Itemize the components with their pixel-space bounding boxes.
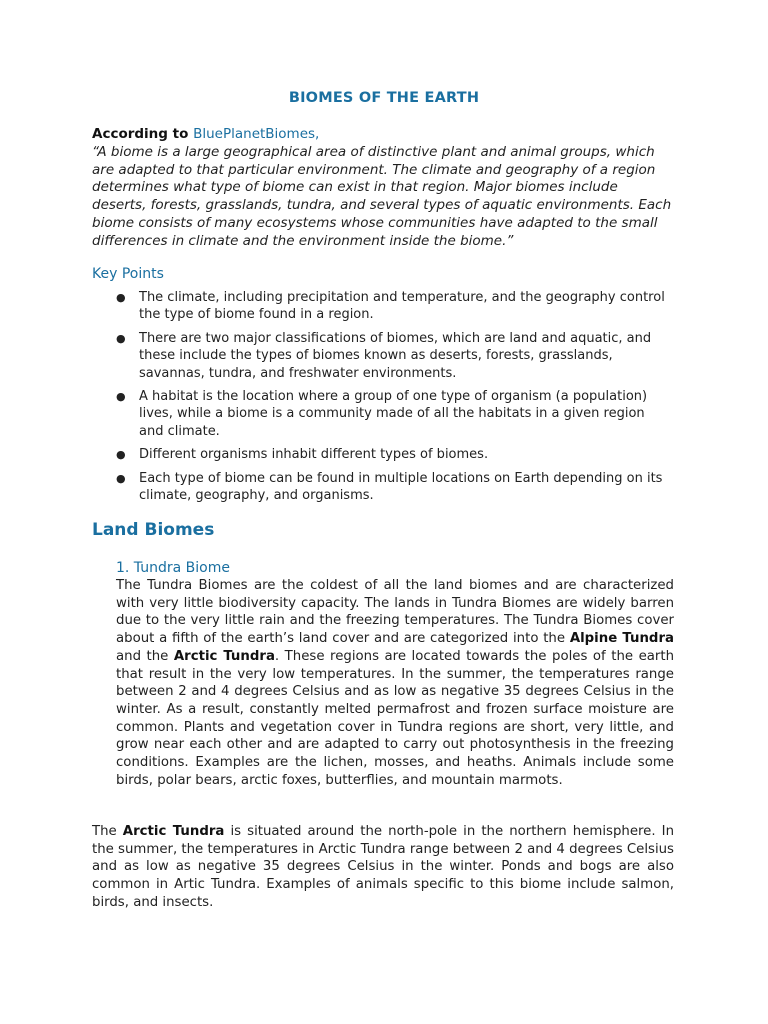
alpine-tundra-term: Alpine Tundra [569,631,674,647]
bullet-icon: ● [116,291,126,304]
key-points-list [92,289,676,510]
list-item [92,446,676,463]
bullet-icon: ● [116,448,126,462]
list-item [92,330,676,382]
arctic-text-b: is situated around the north-pole in the northern hemisphere. In the summer, the temperatures in Arctic Tundra range between 2 and 4 degrees Celsius and as low as negative 35 degrees Celsius in the winter. Ponds and bogs are also common in Artic Tundra. Examples of animals specific to this biome include salmon, birds, and insects. [92,824,674,910]
tundra-text-b: and the [116,648,174,664]
tundra-text-a: The Tundra Biomes are the coldest of all the land biomes and are characterized with very little biodiversity capacity. The lands in Tundra Biomes are widely barren due to the very little rain and the freezing temperatures. The Tundra Biomes cover about a fifth of the earth’s land cover and are categorized into the [116,578,674,647]
list-item [92,289,676,324]
tundra-biome-heading: 1. Tundra Biome [116,560,230,576]
list-item-text: The climate, including precipitation and temperature, and the geography control the type of biome found in a region. [139,290,665,323]
intro-lead: According to [92,126,194,142]
list-item [92,470,676,505]
page-title: BIOMES OF THE EARTH [288,90,480,106]
bullet-icon: ● [116,390,126,404]
list-item-text: Different organisms inhabit different types of biomes. [139,447,489,463]
arctic-tundra-term-2: Arctic Tundra [122,824,225,839]
list-item-text: A habitat is the location where a group of one type of organism (a population) lives, while a biome is a community made of all the habitats in a given region and climate. [139,389,648,439]
tundra-description [116,577,674,789]
bullet-icon: ● [116,471,126,485]
arctic-tundra-description [92,823,674,912]
bullet-icon: ● [116,331,126,345]
list-item-text: There are two major classifications of biomes, which are land and aquatic, and these include the types of biomes known as deserts, forests, grasslands, savannas, tundra, and freshwater environments. [139,330,652,381]
intro-section [92,126,676,251]
list-item-text: Each type of biome can be found in multiple locations on Earth depending on its climate, geography, and organisms. [139,470,663,504]
arctic-text-a: The [92,824,123,839]
tundra-text-c: . These regions are located towards the poles of the earth that result in the very low temperatures. In the summer, the temperatures range between 2 and 4 degrees Celsius and as low as negative 35 degrees Celsius in the winter. As a result, constantly melted permafrost and frozen surface moisture are common. Plants and vegetation cover in Tundra regions are short, very little, and grow near each other and are adapted to carry out photosynthesis in the freezing conditions. Examples are the lichen, mosses, and heaths. Animals include some birds, polar bears, arctic foxes, butterflies, and mountain marmots. [116,648,675,788]
list-item [92,388,676,440]
land-biomes-heading: Land Biomes [92,520,215,540]
arctic-tundra-term: Arctic Tundra [173,648,275,664]
source-link[interactable]: BluePlanetBiomes, [193,126,320,142]
key-points-heading: Key Points [92,266,164,282]
biome-definition-quote: “A biome is a large geographical area of distinctive plant and animal groups, which are adapted to that particular environment. The climate and geography of a region determines what type of biome can exist in that region. Major biomes include deserts, forests, grasslands, tundra, and several types of aquatic environments. Each biome consists of many ecosystems whose communities have adapted to the small differences in climate and the environment inside the biome.” [92,143,672,249]
